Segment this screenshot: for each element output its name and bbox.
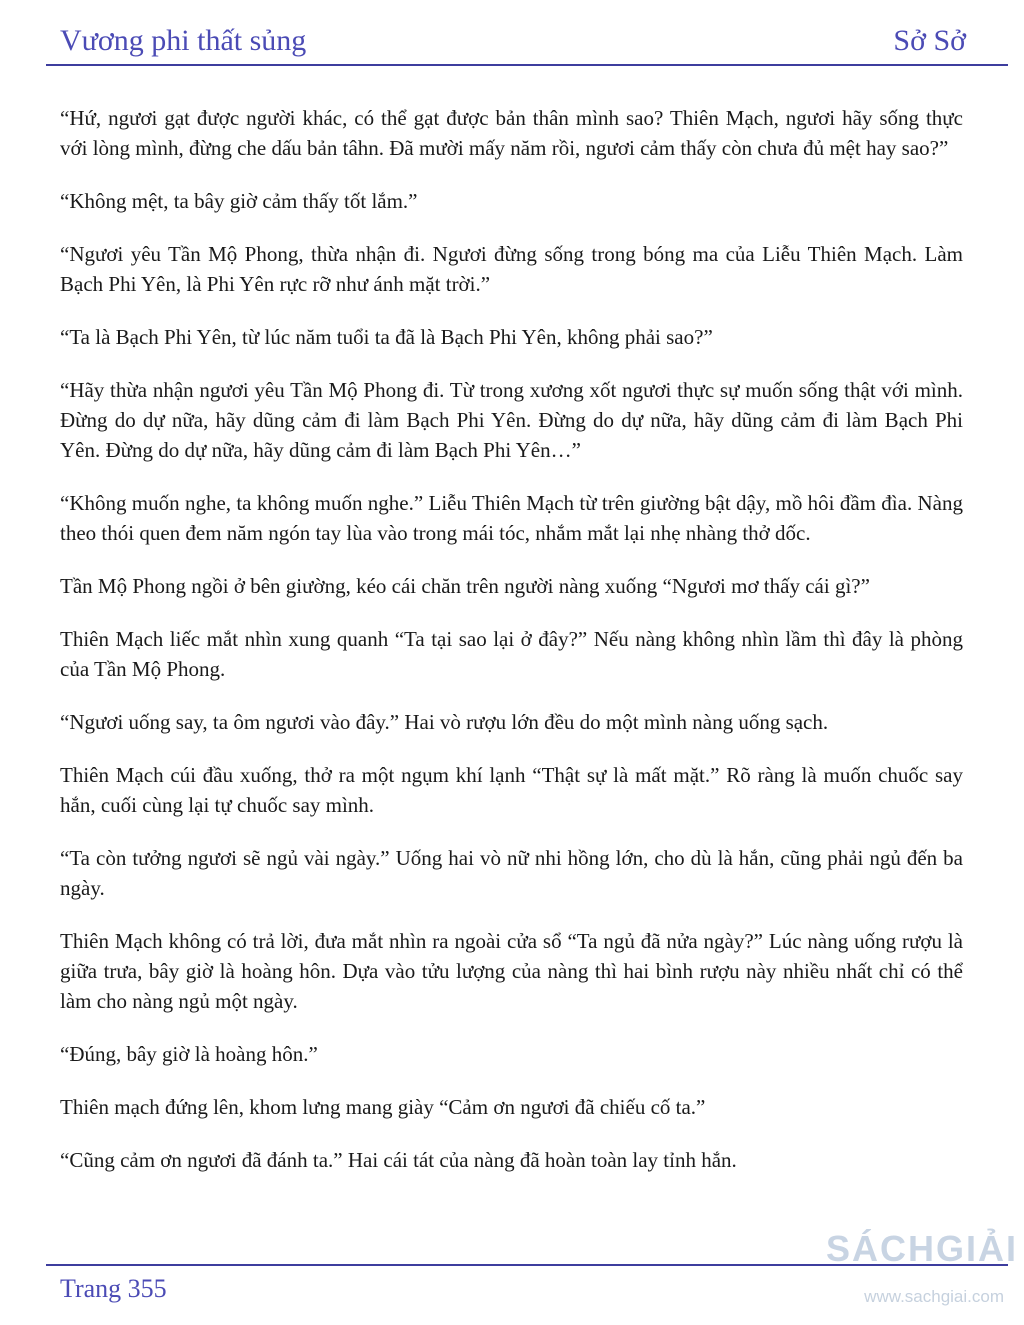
paragraph: “Không muốn nghe, ta không muốn nghe.” Liễu Thiên Mạch từ trên giường bật dậy, mồ hôi đầm đìa. Nàng theo thói quen đem năm ngón tay lùa vào trong mái tóc, nhắm mắt lại nhẹ nhàng thở dốc. xyxy=(60,491,963,545)
author-name: Sở Sở xyxy=(893,24,966,57)
body-text xyxy=(60,103,963,1198)
paragraph: Thiên mạch đứng lên, khom lưng mang giày “Cảm ơn ngươi đã chiếu cố ta.” xyxy=(60,1095,706,1119)
paragraph: “Hãy thừa nhận ngươi yêu Tần Mộ Phong đi. Từ trong xương xốt ngươi thực sự muốn sống thật với mình. Đừng do dự nữa, hãy dũng cảm đi làm Bạch Phi Yên. Đừng do dự nữa, hãy dũng cảm đi làm Bạch Phi Yên. Đừng do dự nữa, hãy dũng cảm đi làm Bạch Phi Yên…” xyxy=(60,378,963,462)
page-number: Trang 355 xyxy=(60,1274,167,1303)
paragraph: “Không mệt, ta bây giờ cảm thấy tốt lắm.” xyxy=(60,189,418,213)
watermark-url: www.sachgiai.com xyxy=(864,1287,1004,1306)
paragraph: Thiên Mạch cúi đầu xuống, thở ra một ngụm khí lạnh “Thật sự là mất mặt.” Rõ ràng là muốn chuốc say hắn, cuối cùng lại tự chuốc say mình. xyxy=(60,763,963,817)
paragraph: “Ta là Bạch Phi Yên, từ lúc năm tuổi ta đã là Bạch Phi Yên, không phải sao?” xyxy=(60,325,713,349)
paragraph: “Ngươi yêu Tần Mộ Phong, thừa nhận đi. Ngươi đừng sống trong bóng ma của Liễu Thiên Mạch. Làm Bạch Phi Yên, là Phi Yên rực rỡ như ánh mặt trời.” xyxy=(60,242,963,296)
book-title: Vương phi thất sủng xyxy=(60,24,307,57)
paragraph: Tần Mộ Phong ngồi ở bên giường, kéo cái chăn trên người nàng xuống “Ngươi mơ thấy cái gì?” xyxy=(60,574,870,598)
watermark xyxy=(818,1229,1018,1319)
paragraph: “Hứ, ngươi gạt được người khác, có thể gạt được bản thân mình sao? Thiên Mạch, ngươi hãy sống thực với lòng mình, đừng che dấu bản tâhn. Đã mười mấy năm rồi, ngươi cảm thấy còn chưa đủ mệt hay sao?” xyxy=(60,106,963,160)
header-divider xyxy=(46,64,1008,66)
paragraph: “Đúng, bây giờ là hoàng hôn.” xyxy=(60,1042,318,1066)
paragraph: “Ta còn tưởng ngươi sẽ ngủ vài ngày.” Uống hai vò nữ nhi hồng lớn, cho dù là hắn, cũng phải ngủ đến ba ngày. xyxy=(60,846,963,900)
paragraph: Thiên Mạch không có trả lời, đưa mắt nhìn ra ngoài cửa sổ “Ta ngủ đã nửa ngày?” Lúc nàng uống rượu là giữa trưa, bây giờ là hoàng hôn. Dựa vào tửu lượng của nàng thì hai bình rượu này nhiều nhất chỉ có thể làm cho nàng ngủ một ngày. xyxy=(60,929,963,1013)
paragraph: “Ngươi uống say, ta ôm ngươi vào đây.” Hai vò rượu lớn đều do một mình nàng uống sạch. xyxy=(60,710,829,734)
paragraph: “Cũng cảm ơn ngươi đã đánh ta.” Hai cái tát của nàng đã hoàn toàn lay tỉnh hắn. xyxy=(60,1148,737,1172)
watermark-logo: SÁCHGIẢI xyxy=(825,1228,1018,1269)
paragraph: Thiên Mạch liếc mắt nhìn xung quanh “Ta tại sao lại ở đây?” Nếu nàng không nhìn lầm thì đây là phòng của Tần Mộ Phong. xyxy=(60,627,963,681)
page-header xyxy=(60,24,966,58)
